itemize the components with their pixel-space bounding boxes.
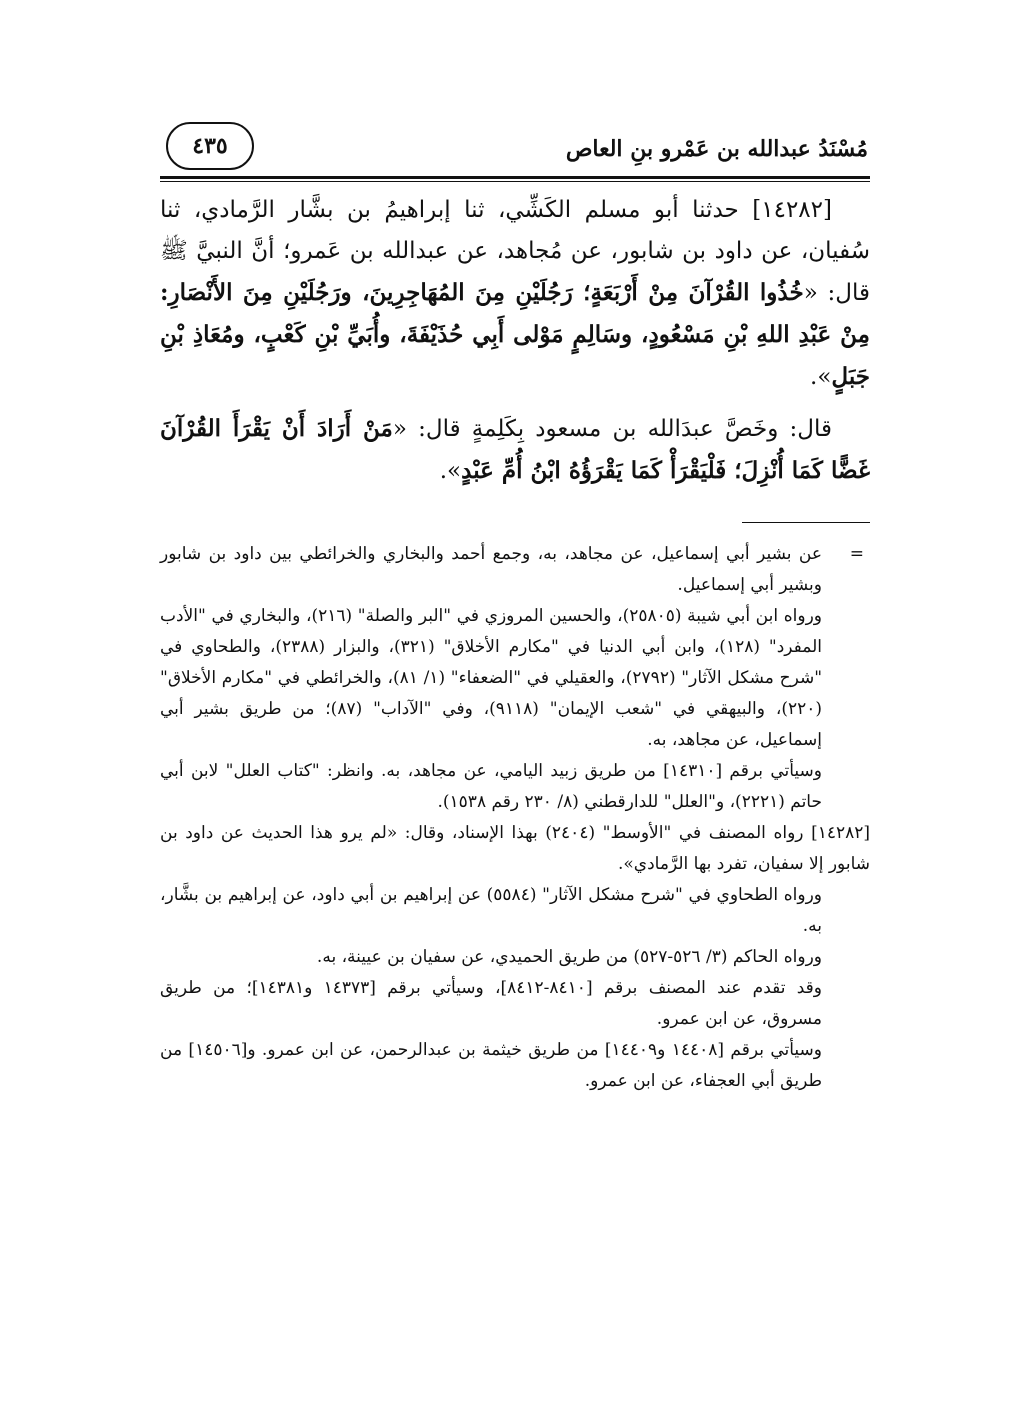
footnote-line: ورواه الحاكم (٣/ ٥٢٦-٥٢٧) من طريق الحميدي، عن سفيان بن عيينة، به. bbox=[316, 947, 822, 967]
footnote-separator bbox=[742, 522, 870, 523]
footnote-line: ورواه ابن أبي شيبة (٢٥٨٠٥)، والحسين المروزي في "البر والصلة" (٢١٦)، والبخاري في "الأدب المفرد" (١٢٨)، وابن أبي الدنيا في "مكارم الأخلاق" (٣٢١)، والبزار (٢٣٨٨)، والطحاوي في "شرح مشكل الآثار" (٢٧٩٢)، والعقيلي في "الضعفاء" (١/ ٨١)، والخرائطي في "مكارم الأخلاق" (٢٢٠)، والبيهقي في "شعب الإيمان" (٩١١٨)، وفي "الآداب" (٨٧)؛ من طريق بشير أبي إسماعيل، عن مجاهد، به. bbox=[160, 606, 823, 750]
footnotes bbox=[160, 539, 870, 1097]
footnote-line: وسيأتي برقم [١٤٣١٠] من طريق زبيد اليامي، عن مجاهد، به. وانظر: "كتاب العلل" لابن أبي حاتم (٢٢٢١)، و"العلل" للدارقطني (٨/ ٢٣٠ رقم ١٥٣٨). bbox=[160, 761, 822, 812]
footnote-continuation bbox=[160, 539, 870, 818]
page-number: ٤٣٥ bbox=[166, 122, 254, 170]
continuation-marker: = bbox=[849, 544, 864, 564]
hadith-matn: خُذُوا القُرْآنَ مِنْ أَرْبَعَةٍ؛ رَجُلَيْنِ مِنَ المُهَاجِرِينَ، ورَجُلَيْنِ مِنَ الأَنْصَارِ: مِنْ عَبْدِ اللهِ بْنِ مَسْعُودٍ، وسَالِمٍ مَوْلى أَبِي حُذَيْفَةَ، وأُبَيِّ بْنِ كَعْبٍ، ومُعَاذِ بْنِ جَبَلٍ bbox=[160, 279, 870, 390]
footnote-text: رواه المصنف في "الأوسط" (٢٤٠٤) بهذا الإسناد، وقال: «لم يرو هذا الحديث عن داود بن شابور إلا سفيان، تفرد بها الرَّمادي». bbox=[160, 823, 870, 874]
hadith-end: ». bbox=[810, 364, 832, 390]
footnote-marker: [١٤٢٨٢] bbox=[811, 823, 870, 843]
footnote-line: عن بشير أبي إسماعيل، عن مجاهد، به، وجمع أحمد والبخاري والخرائطي بين داود بن شابور وبشير أبي إسماعيل. bbox=[160, 544, 822, 595]
footnote-line: وسيأتي برقم [١٤٤٠٨ و١٤٤٠٩] من طريق خيثمة بن عبدالرحمن، عن ابن عمرو. و[١٤٥٠٦] من طريق أبي العجفاء، عن ابن عمرو. bbox=[160, 1040, 823, 1091]
hadith-intro-2: قال: وخَصَّ عبدَالله بن مسعود بِكَلِمةٍ قال: « bbox=[392, 416, 832, 442]
footnote-body bbox=[160, 880, 870, 1097]
page-header bbox=[160, 118, 870, 174]
footnote-first-line bbox=[160, 818, 870, 880]
hadith-paragraph bbox=[160, 190, 870, 398]
hadith-matn-2: مَنْ أَرَادَ أَنْ يَقْرَأَ القُرْآنَ غَضًّا كَمَا أُنْزِلَ؛ فَلْيَقْرَأْ كَمَا يَقْرَؤُهُ ابْنُ أُمِّ عَبْدٍ bbox=[160, 415, 870, 484]
hadith-paragraph-2 bbox=[160, 408, 870, 492]
page bbox=[160, 118, 870, 1356]
footnote-line: ورواه الطحاوي في "شرح مشكل الآثار" (٥٥٨٤) عن إبراهيم بن أبي داود، عن إبراهيم بن بشَّار، به. bbox=[160, 885, 823, 936]
main-text bbox=[160, 190, 870, 492]
hadith-isnad: حدثنا أبو مسلم الكَشِّي، ثنا إبراهيمُ بن بشَّار الرَّمادي، ثنا سُفيان، عن داود بن شابور، عن مُجاهد، عن عبدالله بن عَمرو؛ أنَّ النبيَّ ﷺ قال: « bbox=[160, 197, 870, 306]
footnote-line: وقد تقدم عند المصنف برقم [٨٤١٠-٨٤١٢]، وسيأتي برقم [١٤٣٧٣ و١٤٣٨١]؛ من طريق مسروق، عن ابن عمرو. bbox=[160, 978, 822, 1029]
running-title: مُسْنَدُ عبدالله بن عَمْرو بنِ العاص bbox=[565, 136, 868, 162]
header-rule bbox=[160, 176, 870, 182]
hadith-number: [١٤٢٨٢] bbox=[752, 197, 832, 223]
hadith-end-2: ». bbox=[439, 458, 462, 484]
footnote-14282 bbox=[160, 818, 870, 1097]
